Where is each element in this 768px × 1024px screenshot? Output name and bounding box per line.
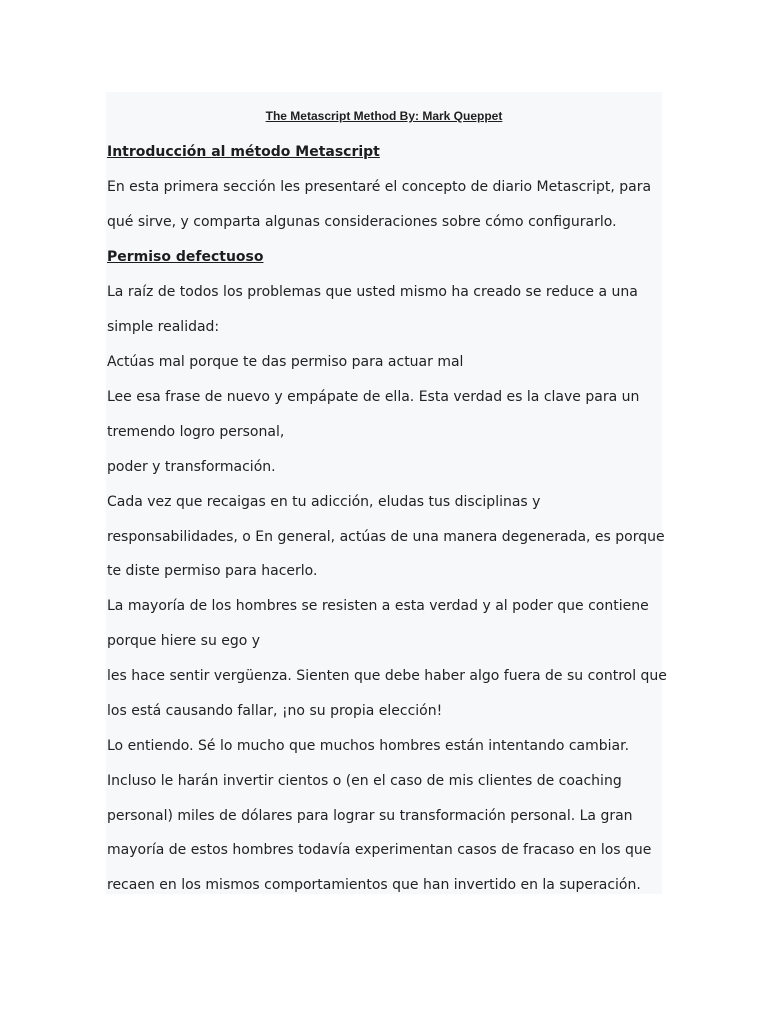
paragraph-line: La raíz de todos los problemas que usted mismo ha creado se reduce a una	[107, 284, 638, 300]
paragraph-line: La mayoría de los hombres se resisten a esta verdad y al poder que contiene	[107, 598, 649, 614]
paragraph-line: qué sirve, y comparta algunas consideraciones sobre cómo configurarlo.	[107, 214, 617, 230]
paragraph-line: Cada vez que recaigas en tu adicción, eludas tus disciplinas y	[107, 494, 541, 510]
paragraph-line: Lo entiendo. Sé lo mucho que muchos hombres están intentando cambiar.	[107, 738, 630, 754]
paragraph-line: responsabilidades, o En general, actúas de una manera degenerada, es porque	[107, 529, 665, 545]
section-heading-permiso: Permiso defectuoso	[107, 249, 264, 265]
paragraph-line: poder y transformación.	[107, 459, 276, 475]
paragraph-line: recaen en los mismos comportamientos que han invertido en la superación.	[107, 877, 641, 893]
paragraph-line: porque hiere su ego y	[107, 633, 261, 649]
paragraph-line: simple realidad:	[107, 319, 220, 335]
paragraph-line: te diste permiso para hacerlo.	[107, 563, 318, 579]
document-title: The Metascript Method By: Mark Queppet	[265, 109, 503, 123]
paragraph-line: les hace sentir vergüenza. Sienten que debe haber algo fuera de su control que	[107, 668, 667, 684]
paragraph-line: Actúas mal porque te das permiso para actuar mal	[107, 354, 464, 370]
section-heading-introduccion: Introducción al método Metascript	[107, 144, 380, 160]
paragraph-line: Incluso le harán invertir cientos o (en el caso de mis clientes de coaching	[107, 773, 622, 789]
paragraph-line: Lee esa frase de nuevo y empápate de ella. Esta verdad es la clave para un	[107, 389, 640, 405]
paragraph-line: personal) miles de dólares para lograr su transformación personal. La gran	[107, 808, 633, 824]
paragraph-line: tremendo logro personal,	[107, 424, 285, 440]
paragraph-line: mayoría de estos hombres todavía experimentan casos de fracaso en los que	[107, 842, 652, 858]
paragraph-line: En esta primera sección les presentaré el concepto de diario Metascript, para	[107, 179, 652, 195]
document-page	[106, 92, 667, 894]
paragraph-line: los está causando fallar, ¡no su propia elección!	[107, 703, 443, 719]
